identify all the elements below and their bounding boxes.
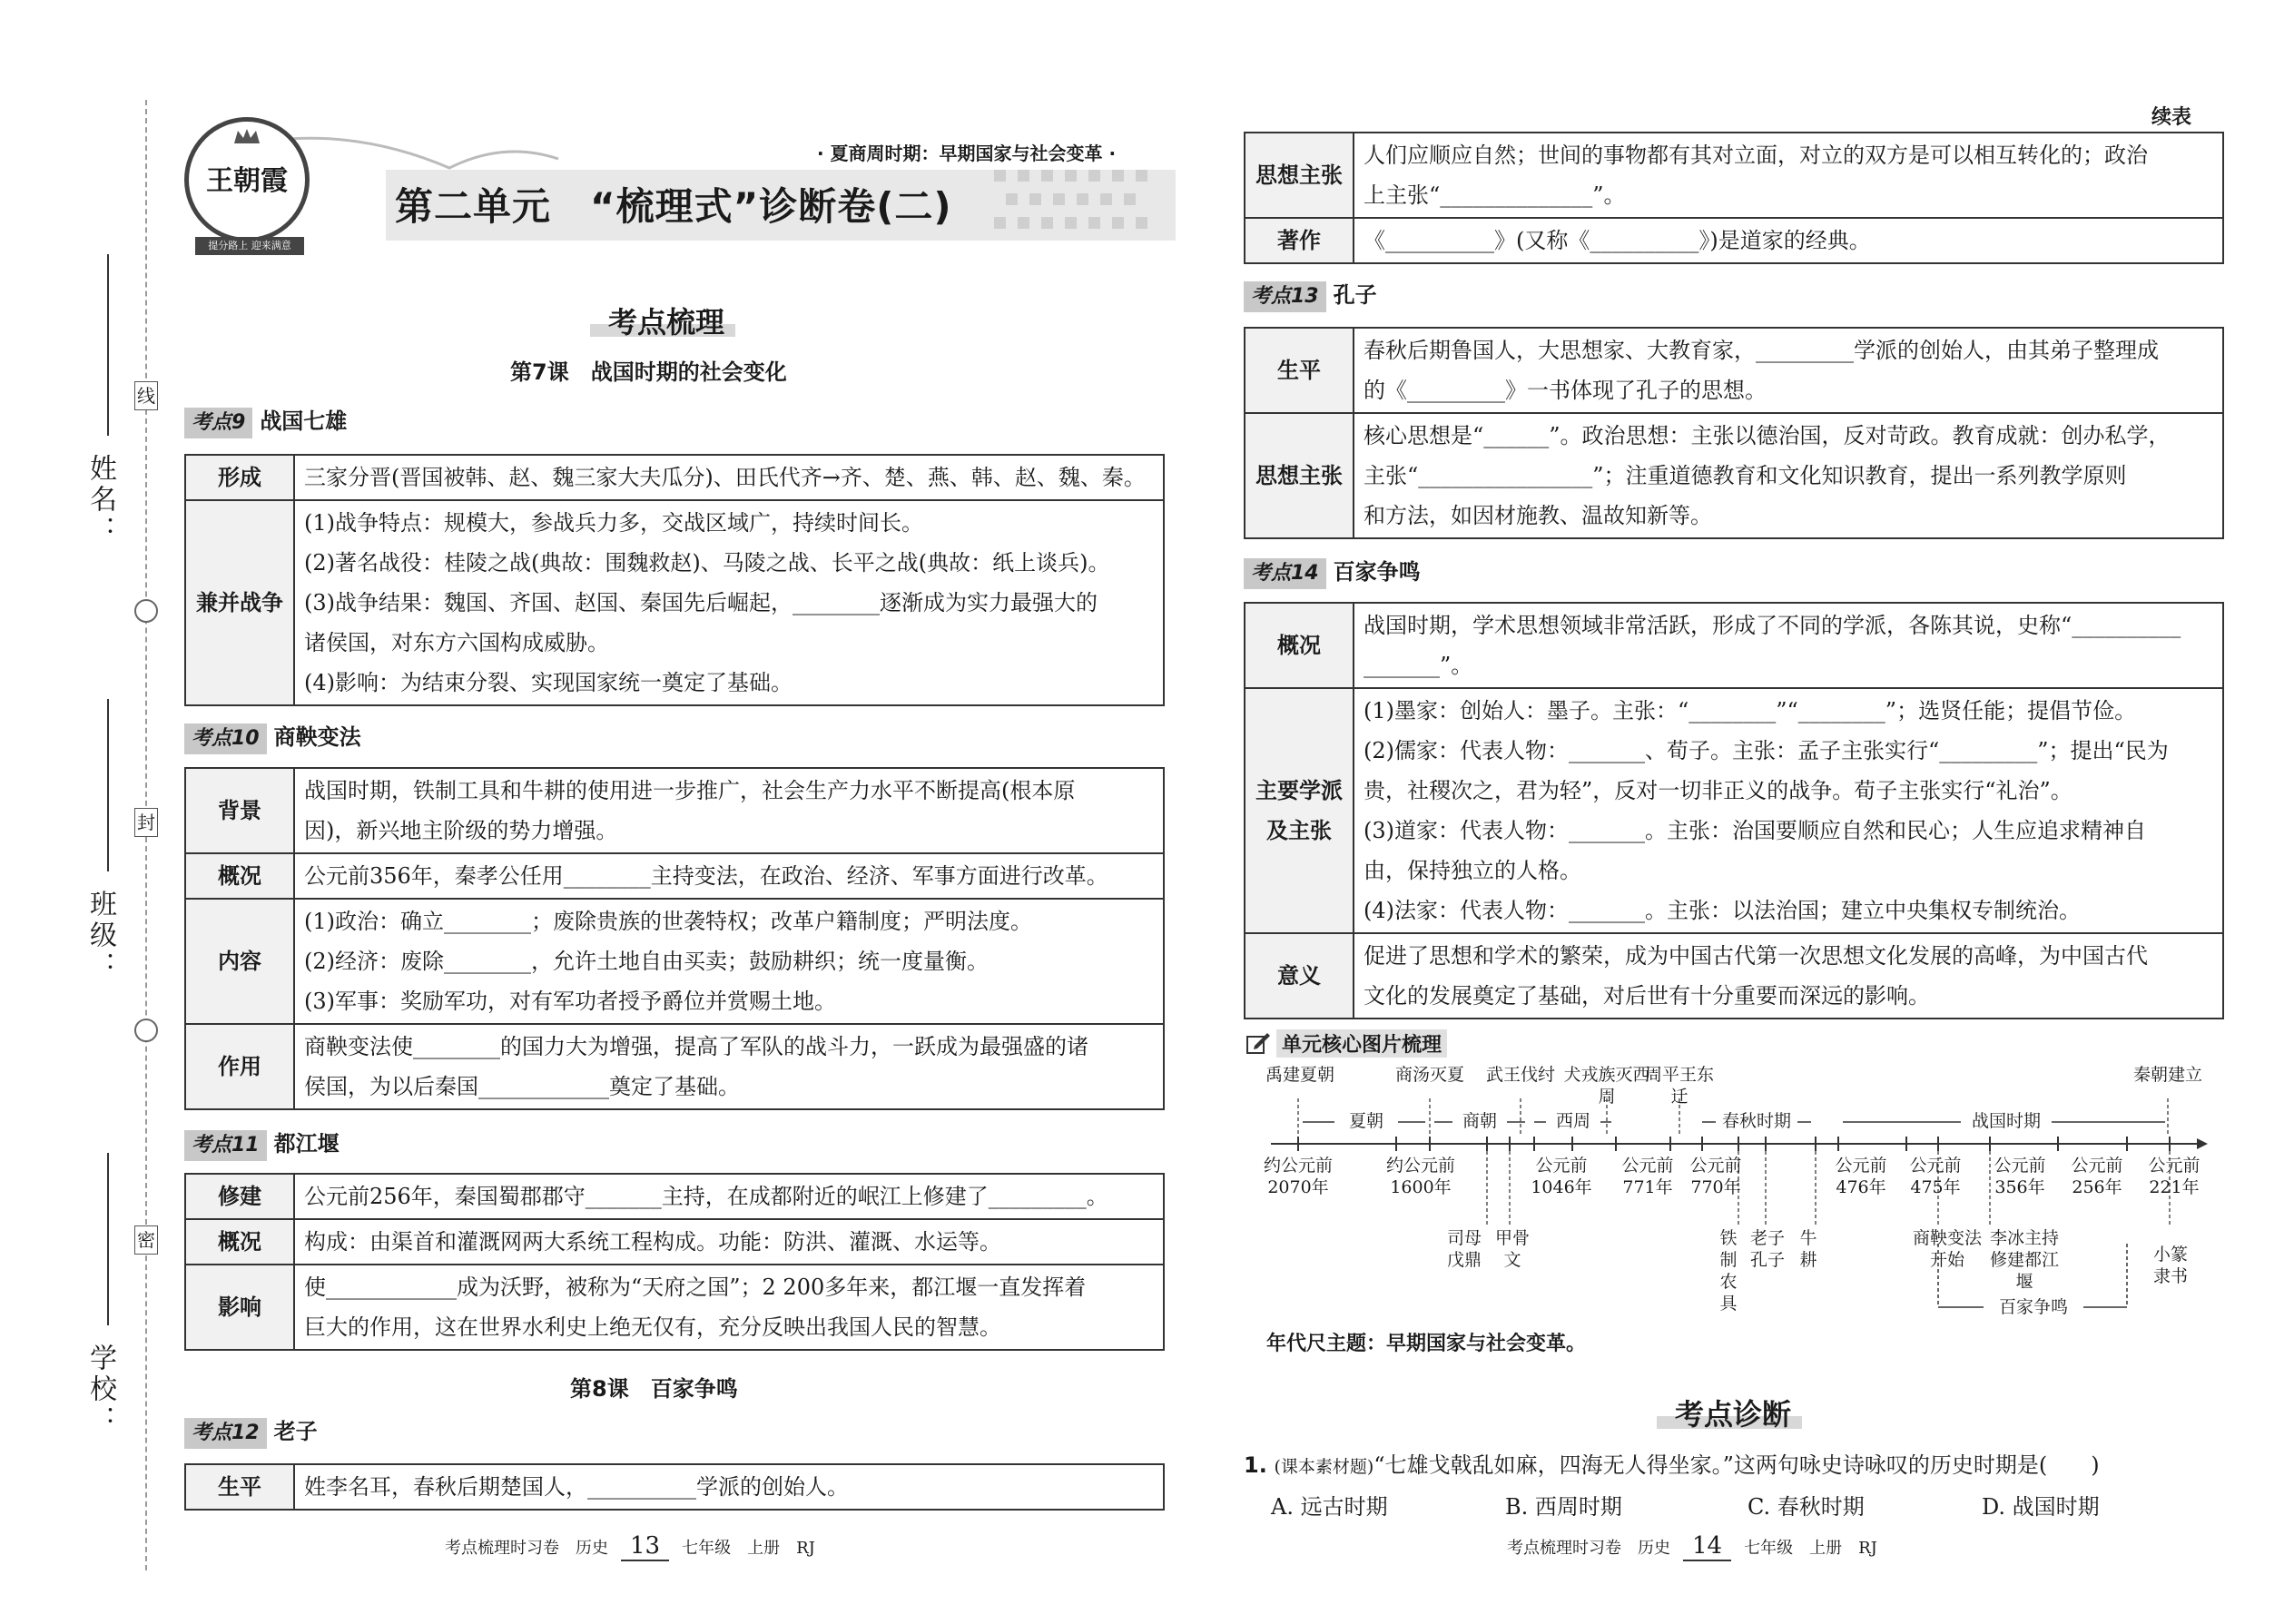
row-content <box>1354 933 2223 1019</box>
timeline-title: 单元核心图片梳理 <box>1276 1029 1447 1058</box>
binding-char-feng: 封 <box>134 808 158 837</box>
page-title: 第二单元 “梳理式”诊断卷(二) <box>395 184 952 229</box>
row-text-line: 姓李名耳，春秋后期楚国人，__________学派的创始人。 <box>304 1474 849 1500</box>
lesson-7-title: 第7课 战国时期的社会变化 <box>510 359 787 385</box>
page-number: 13 <box>621 1532 669 1561</box>
school-label: 学校： <box>84 1343 116 1436</box>
date-prefix: 公元前 <box>2148 1156 2200 1176</box>
row-header: 形成 <box>185 455 294 500</box>
choice-c[interactable]: C. 春秋时期 <box>1748 1494 1865 1520</box>
logo-badge <box>184 117 310 242</box>
row-text-line: (1)政治：确立________；废除贵族的世袭特权；改革户籍制度；严明法度。 <box>304 909 1032 934</box>
question-number: 1. <box>1244 1452 1267 1478</box>
date-year: 475年 <box>1910 1177 1961 1197</box>
row-header: 作用 <box>185 1024 294 1109</box>
kaodian-tag: 考点14 <box>1244 558 1326 589</box>
table-row <box>185 768 1164 853</box>
date-year: 221年 <box>2149 1177 2200 1197</box>
table-kaodian-13 <box>1244 327 2224 539</box>
date-prefix: 公元前 <box>1994 1156 2046 1176</box>
date-prefix: 公元前 <box>2071 1156 2123 1176</box>
table-row <box>185 1265 1164 1350</box>
timeline-date <box>1521 1155 1602 1198</box>
header <box>177 104 1176 295</box>
row-text-line: 三家分晋(晋国被韩、赵、魏三家大夫瓜分)、田氏代齐→齐、楚、燕、韩、赵、魏、秦。 <box>304 465 1146 490</box>
row-text-line: 文化的发展奠定了基础，对后世有十分重要而深远的影响。 <box>1364 983 1930 1009</box>
table-row <box>185 1219 1164 1265</box>
timeline-event: 犬戎族灭西周 <box>1563 1065 1650 1107</box>
table-row <box>185 1174 1164 1219</box>
row-text-line: 构成：由渠首和灌溉网两大系统工程构成。功能：防洪、灌溉、水运等。 <box>304 1229 1001 1255</box>
footer-suffix: 七年级 上册 RJ <box>682 1539 815 1558</box>
footer-left <box>445 1532 815 1561</box>
date-prefix: 公元前 <box>1621 1156 1674 1176</box>
question-source: (课本素材题) <box>1274 1457 1374 1477</box>
table-kaodian-10 <box>184 767 1165 1110</box>
row-header: 内容 <box>185 899 294 1024</box>
row-header: 背景 <box>185 768 294 853</box>
row-content <box>294 768 1164 853</box>
date-prefix: 约公元前 <box>1263 1156 1333 1176</box>
date-year: 2070年 <box>1267 1177 1329 1197</box>
timeline-event: 商汤灭夏 <box>1394 1065 1464 1085</box>
timeline-date <box>1984 1155 2056 1198</box>
binding-char-xian: 线 <box>134 381 158 410</box>
row-text-line: (4)影响：为结束分裂、实现国家统一奠定了基础。 <box>304 670 793 695</box>
timeline-theme: 年代尺主题：早期国家与社会变革。 <box>1266 1333 1587 1355</box>
row-header: 主要学派及主张 <box>1245 688 1354 933</box>
date-year: 1600年 <box>1390 1177 1452 1197</box>
row-text-line: 促进了思想和学术的繁荣，成为中国古代第一次思想文化发展的高峰，为中国古代 <box>1364 943 2148 969</box>
timeline-event: 武王伐纣 <box>1485 1065 1555 1085</box>
timeline-span-label: 百家争鸣 <box>1984 1296 2083 1318</box>
row-content <box>294 500 1164 705</box>
kaodian-title: 百家争鸣 <box>1333 559 1421 585</box>
table-row <box>185 853 1164 899</box>
kaodian-11-heading <box>184 1128 340 1159</box>
row-text-line: _______”。 <box>1364 653 1473 678</box>
choice-b[interactable]: B. 西周时期 <box>1505 1494 1622 1520</box>
timeline-artifact: 小篆隶书 <box>2152 1245 2188 1286</box>
timeline-event: 周平王东迁 <box>1644 1065 1714 1107</box>
row-content <box>294 1219 1164 1265</box>
kaodian-12-heading <box>184 1416 318 1447</box>
footer-suffix: 七年级 上册 RJ <box>1744 1539 1877 1558</box>
timeline-event: 商鞅变法开始 <box>1912 1228 1982 1270</box>
row-header: 修建 <box>185 1174 294 1219</box>
row-text-line: 主张“________________”；注重道德教育和文化知识教育，提出一系列教学原则 <box>1364 463 2127 488</box>
kaodian-title: 老子 <box>273 1419 318 1444</box>
choice-d[interactable]: D. 战国时期 <box>1982 1494 2100 1520</box>
table-row <box>1245 218 2223 263</box>
row-text-line: 侯国，为以后秦国____________奠定了基础。 <box>304 1074 740 1099</box>
row-text-line: 因)，新兴地主阶级的势力增强。 <box>304 818 618 843</box>
row-content <box>1354 328 2223 413</box>
row-header: 概况 <box>185 1219 294 1265</box>
row-content <box>294 1174 1164 1219</box>
row-text-line: 的《_________》一书体现了孔子的思想。 <box>1364 378 1767 403</box>
row-text-line: 《__________》(又称《__________》)是道家的经典。 <box>1364 228 1871 253</box>
continued-label: 续表 <box>2151 106 2192 129</box>
question-1 <box>1244 1447 2100 1479</box>
row-header: 思想主张 <box>1245 413 1354 538</box>
timeline-artifact: 牛耕 <box>1799 1228 1817 1270</box>
row-header: 兼并战争 <box>185 500 294 705</box>
row-text-line: (3)道家：代表人物：_______。主张：治国要顺应自然和民心；人生应追求精神自 <box>1364 818 2146 843</box>
table-row <box>1245 328 2223 413</box>
name-label: 姓名： <box>84 454 116 546</box>
row-text-line: 人们应顺应自然；世间的事物都有其对立面，对立的双方是可以相互转化的；政治 <box>1364 143 2148 168</box>
date-year: 256年 <box>2072 1177 2122 1197</box>
row-header: 生平 <box>1245 328 1354 413</box>
row-text-line: 商鞅变法使________的国力大为增强，提高了军队的战斗力，一跃成为最强盛的诸 <box>304 1034 1088 1059</box>
row-text-line: 核心思想是“______”。政治思想：主张以德治国，反对苛政。教育成就：创办私学， <box>1364 423 2171 448</box>
row-text-line: 春秋后期鲁国人，大思想家、大教育家，_________学派的创始人，由其弟子整理成 <box>1364 338 2159 363</box>
table-kaodian-9 <box>184 454 1165 706</box>
row-text-line: 诸侯国，对东方六国构成威胁。 <box>304 630 609 655</box>
row-text-line: 由，保持独立的人格。 <box>1364 858 1581 883</box>
timeline-period: 西周 <box>1546 1110 1600 1132</box>
row-text-line: (3)军事：奖励军功，对有军功者授予爵位并赏赐土地。 <box>304 989 836 1014</box>
table-row <box>1245 688 2223 933</box>
kaodian-tag: 考点11 <box>184 1130 267 1161</box>
table-row <box>1245 603 2223 688</box>
page-number: 14 <box>1683 1532 1731 1561</box>
row-content <box>294 1265 1164 1350</box>
row-text-line: 战国时期，学术思想领域非常活跃，形成了不同的学派，各陈其说，史称“__________ <box>1364 613 2181 638</box>
row-header: 生平 <box>185 1464 294 1510</box>
kaodian-title: 战国七雄 <box>260 408 348 434</box>
binding-char-mi: 密 <box>134 1225 158 1255</box>
row-content <box>294 853 1164 899</box>
timeline-date <box>2061 1155 2133 1198</box>
kaodian-10-heading <box>184 722 361 753</box>
binding-hole <box>134 1019 158 1042</box>
kaodian-title: 商鞅变法 <box>273 724 361 750</box>
class-label: 班级： <box>84 890 116 982</box>
row-content <box>294 1464 1164 1510</box>
row-content <box>1354 688 2223 933</box>
timeline-event: 李冰主持修建都江堰 <box>1989 1228 2059 1292</box>
timeline-date <box>1899 1155 1972 1198</box>
choice-a[interactable]: A. 远古时期 <box>1271 1494 1388 1520</box>
row-text-line: (2)儒家：代表人物：_______、荀子。主张：孟子主张实行“_________”；提出“民为 <box>1364 738 2169 763</box>
date-year: 1046年 <box>1531 1177 1592 1197</box>
crown-icon <box>232 127 261 145</box>
table-kaodian-12-part1 <box>184 1463 1165 1511</box>
row-text-line: 上主张“______________”。 <box>1364 182 1626 208</box>
section-title-kaodian-shuli: 考点梳理 <box>608 305 725 340</box>
row-header: 意义 <box>1245 933 1354 1019</box>
timeline-period: 商朝 <box>1452 1110 1507 1132</box>
footer-prefix: 考点梳理时习卷 历史 <box>445 1539 608 1558</box>
table-kaodian-14 <box>1244 602 2224 1019</box>
table-row <box>185 500 1164 705</box>
row-text-line: 使____________成为沃野，被称为“天府之国”；2 200多年来，都江堰一直发挥着 <box>304 1275 1087 1300</box>
row-content <box>1354 413 2223 538</box>
table-row <box>185 1024 1164 1109</box>
row-text-line: (2)经济：废除________，允许土地自由买卖；鼓励耕织；统一度量衡。 <box>304 949 989 974</box>
kaodian-title: 孔子 <box>1333 282 1377 308</box>
footer-right <box>1507 1532 1877 1561</box>
row-content <box>1354 133 2223 218</box>
timeline-date <box>1679 1155 1752 1198</box>
row-header: 思想主张 <box>1245 133 1354 218</box>
row-text-line: 和方法，如因材施教、温故知新等。 <box>1364 503 1712 528</box>
timeline-date <box>2138 1155 2210 1198</box>
table-kaodian-12-part2 <box>1244 132 2224 264</box>
table-row <box>185 1464 1164 1510</box>
row-content <box>294 1024 1164 1109</box>
row-text-line: (1)墨家：创始人：墨子。主张：“________”“________”；选贤任能；提倡节俭。 <box>1364 698 2137 723</box>
row-text-line: 战国时期，铁制工具和牛耕的使用进一步推广，社会生产力水平不断提高(根本原 <box>304 778 1076 803</box>
timeline-artifact: 铁制农具 <box>1719 1228 1738 1314</box>
table-row <box>1245 933 2223 1019</box>
kaodian-tag: 考点10 <box>184 723 267 754</box>
edit-note-icon <box>1245 1031 1271 1055</box>
date-year: 356年 <box>1994 1177 2045 1197</box>
name-field[interactable] <box>107 254 109 436</box>
footer-prefix: 考点梳理时习卷 历史 <box>1507 1539 1670 1558</box>
kaodian-9-heading <box>184 406 347 437</box>
row-text-line: 巨大的作用，这在世界水利史上绝无仅有，充分反映出我国人民的智慧。 <box>304 1314 1001 1340</box>
table-kaodian-11 <box>184 1173 1165 1351</box>
row-content <box>1354 603 2223 688</box>
date-year: 476年 <box>1836 1177 1886 1197</box>
class-field[interactable] <box>107 699 109 871</box>
row-content <box>294 899 1164 1024</box>
school-field[interactable] <box>107 1153 109 1325</box>
row-text-line: 公元前256年，秦国蜀郡郡守_______主持，在成都附近的岷江上修建了_________。 <box>304 1184 1108 1209</box>
kaodian-tag: 考点9 <box>184 408 252 438</box>
date-prefix: 公元前 <box>1535 1156 1588 1176</box>
kaodian-14-heading <box>1244 556 1421 587</box>
section-title-kaodian-zhenduan: 考点诊断 <box>1675 1397 1792 1432</box>
table-row <box>185 899 1164 1024</box>
date-prefix: 公元前 <box>1835 1156 1887 1176</box>
timeline <box>1244 1062 2233 1353</box>
timeline-event: 秦朝建立 <box>2132 1065 2202 1085</box>
kaodian-tag: 考点12 <box>184 1418 267 1449</box>
date-prefix: 公元前 <box>1689 1156 1742 1176</box>
logo-text: 王朝霞 <box>206 165 288 197</box>
table-row <box>1245 413 2223 538</box>
kaodian-13-heading <box>1244 280 1377 310</box>
row-content <box>294 455 1164 500</box>
kaodian-tag: 考点13 <box>1244 281 1326 312</box>
kaodian-title: 都江堰 <box>273 1131 340 1156</box>
binding-hole <box>134 599 158 623</box>
lesson-8-title: 第8课 百家争鸣 <box>570 1376 738 1402</box>
row-header: 著作 <box>1245 218 1354 263</box>
timeline-artifact: 老子孔子 <box>1749 1228 1785 1270</box>
row-header: 概况 <box>1245 603 1354 688</box>
row-text-line: (3)战争结果：魏国、齐国、赵国、秦国先后崛起，________逐渐成为实力最强大的 <box>304 590 1098 615</box>
row-text-line: (1)战争特点：规模大，参战兵力多，交战区域广，持续时间长。 <box>304 510 923 536</box>
unit-subtitle: · 夏商周时期：早期国家与社会变革 · <box>817 143 1117 164</box>
timeline-artifact: 司母戊鼎 <box>1446 1228 1482 1270</box>
timeline-date <box>1825 1155 1897 1198</box>
table-row <box>185 455 1164 500</box>
timeline-date <box>1611 1155 1684 1198</box>
row-text-line: (4)法家：代表人物：_______。主张：以法治国；建立中央集权专制统治。 <box>1364 898 2081 923</box>
date-year: 771年 <box>1622 1177 1673 1197</box>
row-text-line: (2)著名战役：桂陵之战(典故：围魏救赵)、马陵之战、长平之战(典故：纸上谈兵)。 <box>304 550 1110 576</box>
timeline-period: 战国时期 <box>1961 1110 2052 1132</box>
timeline-event: 禹建夏朝 <box>1265 1065 1334 1085</box>
date-year: 770年 <box>1690 1177 1741 1197</box>
logo-motto: 提分路上 迎来满意 <box>195 237 304 255</box>
row-text-line: 贵，社稷次之，君为轻”，反对一切非正义的战争。荀子主张实行“礼治”。 <box>1364 778 2072 803</box>
date-prefix: 约公元前 <box>1385 1156 1455 1176</box>
row-header: 影响 <box>185 1265 294 1350</box>
date-prefix: 公元前 <box>1909 1156 1962 1176</box>
row-content <box>1354 218 2223 263</box>
timeline-period: 夏朝 <box>1334 1110 1398 1132</box>
timeline-date <box>1371 1155 1471 1198</box>
question-stem: “七雄戈戟乱如麻，四海无人得坐家。”这两句咏史诗咏叹的历史时期是( ) <box>1373 1452 2100 1478</box>
table-row <box>1245 133 2223 218</box>
timeline-artifact: 甲骨文 <box>1494 1228 1530 1270</box>
row-header: 概况 <box>185 853 294 899</box>
timeline-period: 春秋时期 <box>1716 1110 1797 1132</box>
timeline-date <box>1244 1155 1353 1198</box>
row-text-line: 公元前356年，秦孝公任用________主持变法，在政治、经济、军事方面进行改革。 <box>304 863 1108 889</box>
